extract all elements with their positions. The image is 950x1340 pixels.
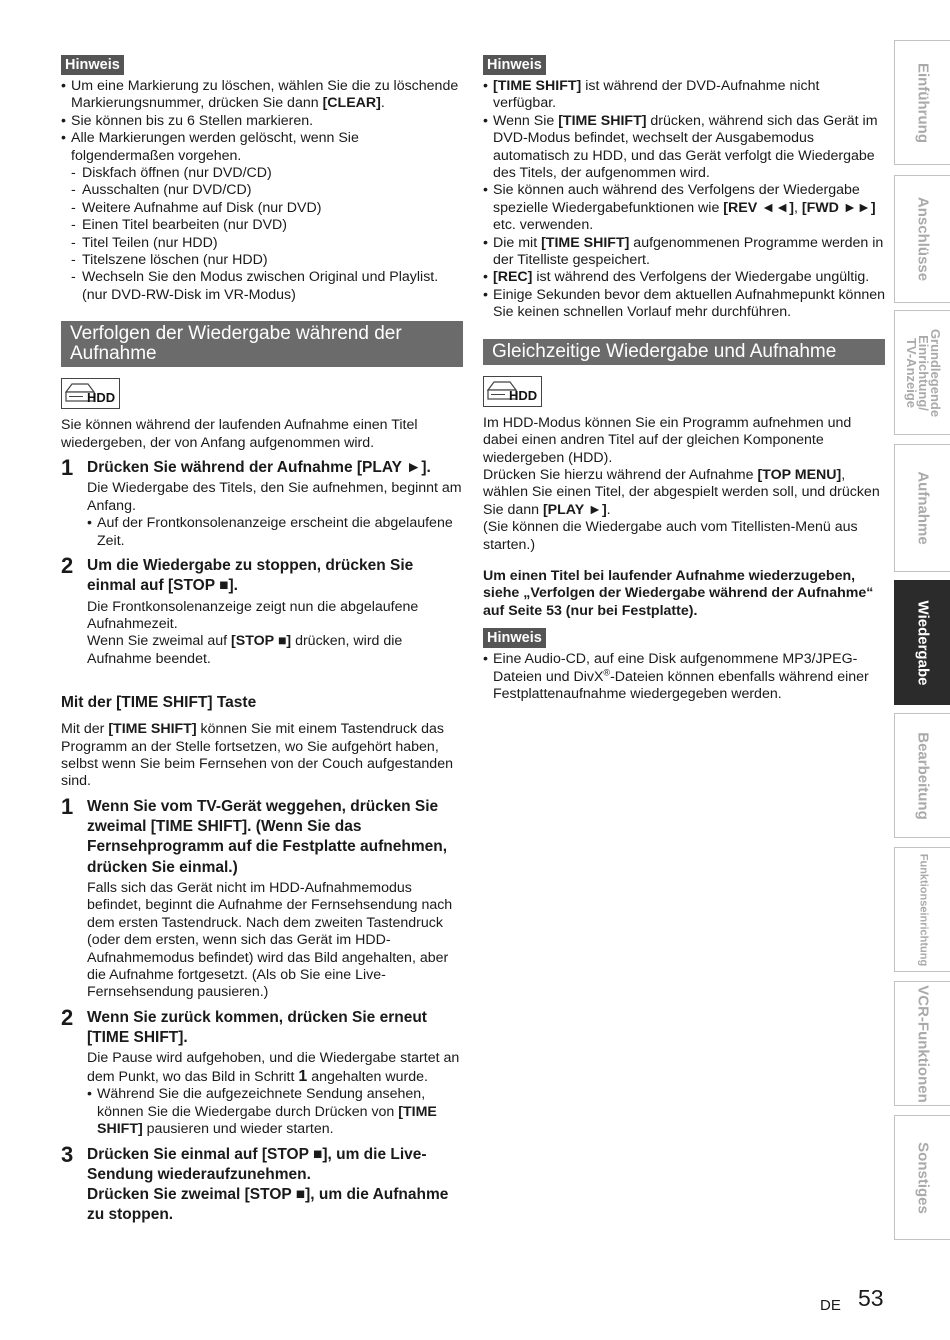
step-title: Wenn Sie zurück kommen, drücken Sie erneut [TIME SHIFT].	[87, 1008, 427, 1047]
step-title: Um die Wiedergabe zu stoppen, drücken Sie einmal auf [STOP ■].	[87, 557, 414, 595]
time-shift-step-3	[61, 1141, 463, 1226]
tab-sonstiges[interactable]	[894, 1115, 950, 1240]
step-body: Die Wiedergabe des Titels, den Sie aufnehmen, beginnt am Anfang. • Auf der Frontkonsolenanzeige erscheint die abgelaufene Zeit.	[87, 480, 463, 550]
list-item: • Die mit [TIME SHIFT] aufgenommenen Programme werden in der Titelliste gespeichert.	[483, 235, 885, 270]
tab-aufnahme[interactable]	[894, 444, 950, 572]
step-1	[61, 455, 463, 550]
step-number: 1	[61, 793, 74, 819]
intro-text: Sie können während der laufenden Aufnahme einen Titel wiedergeben, der von Anfang aufgenommen wird.	[61, 417, 418, 451]
step-body: Falls sich das Gerät nicht im HDD-Aufnahmemodus befindet, beginnt die Aufnahme der Fernsehsendung nach dem ersten Tastendruck. Nach dem zweiten Tastendruck (oder dem ersten, wenn sich das Gerät im HDD-Aufnahmemodus befindet) wird das Bild angehalten, aber die Aufnahme fortgesetzt. (Als ob Sie eine Live-Fernsehsendung pausieren.)	[87, 880, 453, 1001]
section-title-follow-playback: Verfolgen der Wiedergabe während der Aufnahme	[61, 321, 463, 367]
hinweis-list	[61, 78, 463, 165]
right-column	[483, 55, 885, 703]
step-title: Wenn Sie vom TV-Gerät weggehen, drücken Sie zweimal [TIME SHIFT]. (Wenn Sie das Fernsehprogramm auf die Festplatte aufnehmen, drücken Sie einmal.)	[87, 797, 448, 876]
list-item: • Eine Audio-CD, auf eine Disk aufgenommene MP3/JPEG-Dateien und DivX®-Dateien können ebenfalls während einer Festplattenaufnahme wiedergegeben werden.	[483, 651, 885, 703]
time-shift-intro: Mit der [TIME SHIFT] können Sie mit einem Tastendruck das Programm an der Stelle fortsetzen, wo Sie aufgehört haben, selbst wenn Sie beim Fernsehen von der Couch aufgestanden sind.	[61, 721, 453, 790]
body-text: Drücken Sie hierzu während der Aufnahme [TOP MENU], wählen Sie einen Titel, der abgespielt werden soll, und drücken Sie dann [PLAY ►].	[483, 466, 880, 518]
list-item: - Titel Teilen (nur HDD)	[71, 235, 463, 252]
tab-anschluesse[interactable]	[894, 175, 950, 303]
list-item: • Alle Markierungen werden gelöscht, wenn Sie folgendermaßen vorgehen.	[61, 130, 463, 165]
list-item: • Wenn Sie [TIME SHIFT] drücken, während sich das Gerät im DVD-Modus befindet, wechselt der Ausgabemodus automatisch zu HDD, und das Gerät verfolgt die Wiedergabe des Titels, der aufgenommen wird.	[483, 113, 885, 183]
tab-label: Grundlegende Einrichtung/ TV-Anzeige	[903, 328, 943, 417]
hinweis-badge: Hinweis	[483, 628, 546, 648]
list-item: • Auf der Frontkonsolenanzeige erscheint die abgelaufene Zeit.	[87, 515, 463, 550]
step-title: Drücken Sie einmal auf [STOP ■], um die Live-Sendung wiederaufzunehmen.	[87, 1145, 427, 1183]
left-column	[61, 55, 463, 1226]
hinweis-list	[483, 78, 885, 322]
step-2	[61, 553, 463, 668]
subheading-time-shift: Mit der [TIME SHIFT] Taste	[61, 694, 257, 712]
body-text: Im HDD-Modus können Sie ein Programm aufnehmen und dabei einen andren Titel auf der gleichen Komponente wiedergeben (HDD).	[483, 414, 852, 466]
list-item: • [REC] ist während des Verfolgens der Wiedergabe ungültig.	[483, 269, 885, 286]
hinweis-list	[483, 651, 885, 703]
tab-label: Funktionseinrichtung	[917, 853, 929, 966]
tab-label: VCR-Funktionen	[914, 984, 931, 1103]
step-title: Drücken Sie zweimal [STOP ■], um die Aufnahme zu stoppen.	[87, 1186, 449, 1224]
body-text: (Sie können die Wiedergabe auch vom Titellisten-Menü aus starten.)	[483, 519, 858, 553]
step-number: 1	[61, 455, 74, 481]
step-body: Die Frontkonsolenanzeige zeigt nun die abgelaufene Aufnahmezeit. Wenn Sie zweimal auf [STOP ■] drücken, wird die Aufnahme beendet.	[87, 598, 419, 667]
tab-einfuehrung[interactable]	[894, 40, 950, 165]
page-number: 53	[858, 1285, 884, 1311]
tab-label: Anschlüsse	[914, 196, 931, 282]
tab-label: Aufnahme	[914, 471, 931, 545]
tab-vcr-funktionen[interactable]	[894, 981, 950, 1106]
list-item: • Sie können bis zu 6 Stellen markieren.	[61, 113, 463, 130]
tab-label: Einführung	[914, 62, 931, 143]
tab-label: Sonstiges	[914, 1141, 931, 1214]
tab-grundlegende-einrichtung[interactable]	[894, 310, 950, 435]
time-shift-step-2	[61, 1004, 463, 1139]
step-number: 2	[61, 553, 74, 579]
list-item: • Während Sie die aufgezeichnete Sendung ansehen, können Sie die Wiedergabe durch Drücken von [TIME SHIFT] pausieren und wieder starten.	[87, 1086, 463, 1138]
hinweis-badge: Hinweis	[483, 55, 546, 75]
tab-wiedergabe[interactable]	[894, 580, 950, 705]
bold-note: Um einen Titel bei laufender Aufnahme wiederzugeben, siehe „Verfolgen der Wiedergabe während der Aufnahme“ auf Seite 53 (nur bei Festplatte).	[483, 567, 874, 619]
list-item: • Sie können auch während des Verfolgens der Wiedergabe spezielle Wiedergabefunktionen wie [REV ◄◄], [FWD ►►] etc. verwenden.	[483, 182, 885, 234]
step-title: Drücken Sie während der Aufnahme [PLAY ►].	[87, 459, 431, 477]
hdd-icon	[61, 378, 120, 409]
step-number: 2	[61, 1004, 74, 1030]
tab-label: Bearbeitung	[914, 731, 931, 820]
list-item: - Wechseln Sie den Modus zwischen Original und Playlist. (nur DVD-RW-Disk im VR-Modus)	[71, 269, 463, 304]
tab-label: Wiedergabe	[914, 600, 931, 685]
step-number: 3	[61, 1141, 74, 1167]
section-title-simultaneous: Gleichzeitige Wiedergabe und Aufnahme	[483, 339, 885, 365]
list-item: - Titelszene löschen (nur HDD)	[71, 252, 463, 269]
list-item: - Weitere Aufnahme auf Disk (nur DVD)	[71, 200, 463, 217]
hdd-icon	[483, 376, 542, 407]
time-shift-step-1	[61, 793, 463, 1002]
dash-list	[61, 165, 463, 304]
list-item: - Einen Titel bearbeiten (nur DVD)	[71, 217, 463, 234]
language-code: DE	[820, 1297, 841, 1314]
hinweis-badge: Hinweis	[61, 55, 124, 75]
tab-bearbeitung[interactable]	[894, 713, 950, 838]
svg-text:HDD: HDD	[87, 390, 116, 406]
svg-text:HDD: HDD	[509, 387, 538, 403]
list-item: - Diskfach öffnen (nur DVD/CD)	[71, 165, 463, 182]
step-body: Die Pause wird aufgehoben, und die Wiedergabe startet an dem Punkt, wo das Bild in Schritt 1 angehalten wurde. • Während Sie die aufgezeichnete Sendung ansehen, können Sie die Wiedergabe durch Drücken von [TIME SHIFT] pausieren und wieder starten.	[87, 1050, 463, 1138]
list-item: • Einige Sekunden bevor dem aktuellen Aufnahmepunkt können Sie keinen schnellen Vorlauf mehr durchführen.	[483, 287, 885, 322]
tab-funktionseinrichtung[interactable]	[894, 847, 950, 972]
list-item: • Um eine Markierung zu löschen, wählen Sie die zu löschende Markierungsnummer, drücken Sie dann [CLEAR].	[61, 78, 463, 113]
list-item: • [TIME SHIFT] ist während der DVD-Aufnahme nicht verfügbar.	[483, 78, 885, 113]
list-item: - Ausschalten (nur DVD/CD)	[71, 182, 463, 199]
